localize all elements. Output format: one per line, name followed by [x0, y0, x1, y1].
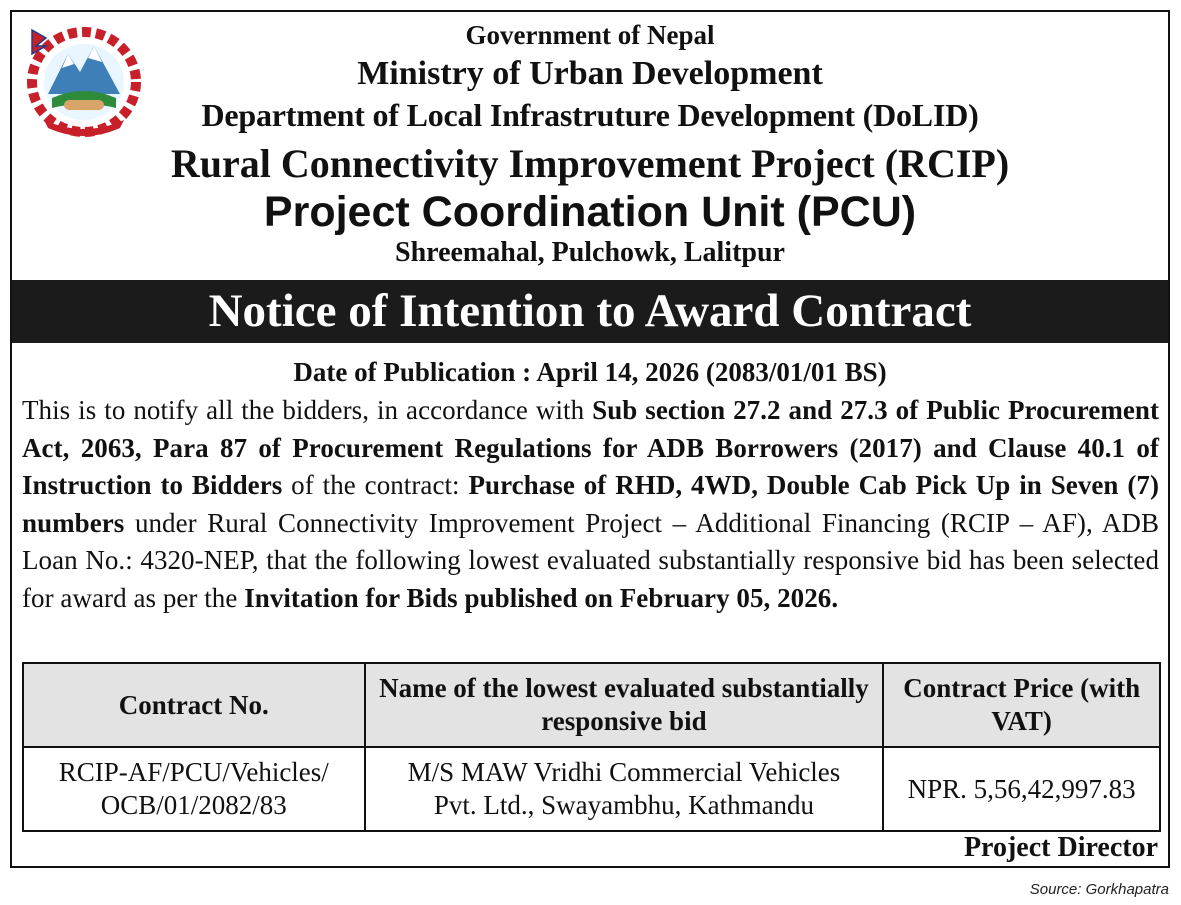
project-title: Rural Connectivity Improvement Project (RCIP) — [170, 141, 1010, 186]
cell-contract-no — [23, 747, 365, 831]
source-credit: Source: Gorkhapatra — [1029, 881, 1169, 898]
header-contract-price: Contract Price (with VAT) — [883, 663, 1160, 747]
contract-no-line-2: OCB/01/2082/83 — [100, 790, 287, 820]
award-table — [22, 662, 1161, 832]
notice-banner: Notice of Intention to Award Contract — [12, 280, 1168, 343]
body-text-2: of the contract: — [282, 470, 469, 500]
body-bold-3: Invitation for Bids published on February 05, 2026. — [244, 582, 839, 613]
unit-title: Project Coordination Unit (PCU) — [263, 188, 917, 236]
body-text-1: This is to notify all the bidders, in accordance with — [22, 395, 593, 425]
publication-date: Date of Publication : April 14, 2026 (2083/01/01 BS) — [293, 357, 887, 387]
address: Shreemahal, Pulchowk, Lalitpur — [395, 237, 785, 268]
body-text-3: under Rural Connectivity Improvement Project – Additional Financing (RCIP – AF), ADB Loan No.: 4320-NEP, that the following lowest evaluated substantially responsive bid has been selected for award as per the — [22, 507, 1159, 613]
table-row — [23, 747, 1160, 831]
table-header-row — [23, 663, 1160, 747]
government-title: Government of Nepal — [465, 20, 715, 50]
signature: Project Director — [963, 832, 1158, 863]
header-bidder-name: Name of the lowest evaluated substantially responsive bid — [365, 663, 884, 747]
department-title: Department of Local Infrastruture Development (DoLID) — [201, 97, 979, 133]
bidder-line-1: M/S MAW Vridhi Commercial Vehicles — [407, 757, 841, 787]
cell-bidder-name — [365, 747, 884, 831]
body-bold-1: Sub section 27.2 and 27.3 of Public Procurement Act, 2063, Para 87 of Procurement Regulations for ADB Borrowers (2017) and Clause 40.1 of Instruction to Bidders — [22, 395, 1160, 500]
bidder-line-2: Pvt. Ltd., Swayambhu, Kathmandu — [433, 790, 815, 820]
notice-frame — [10, 10, 1170, 868]
body-bold-2: Purchase of RHD, 4WD, Double Cab Pick Up in Seven (7) numbers — [22, 470, 1159, 538]
header-contract-no: Contract No. — [23, 663, 365, 747]
ministry-title: Ministry of Urban Development — [357, 55, 823, 92]
cell-contract-price: NPR. 5,56,42,997.83 — [883, 747, 1160, 831]
contract-no-line-1: RCIP-AF/PCU/Vehicles/ — [58, 757, 329, 787]
notice-body — [22, 392, 1159, 617]
